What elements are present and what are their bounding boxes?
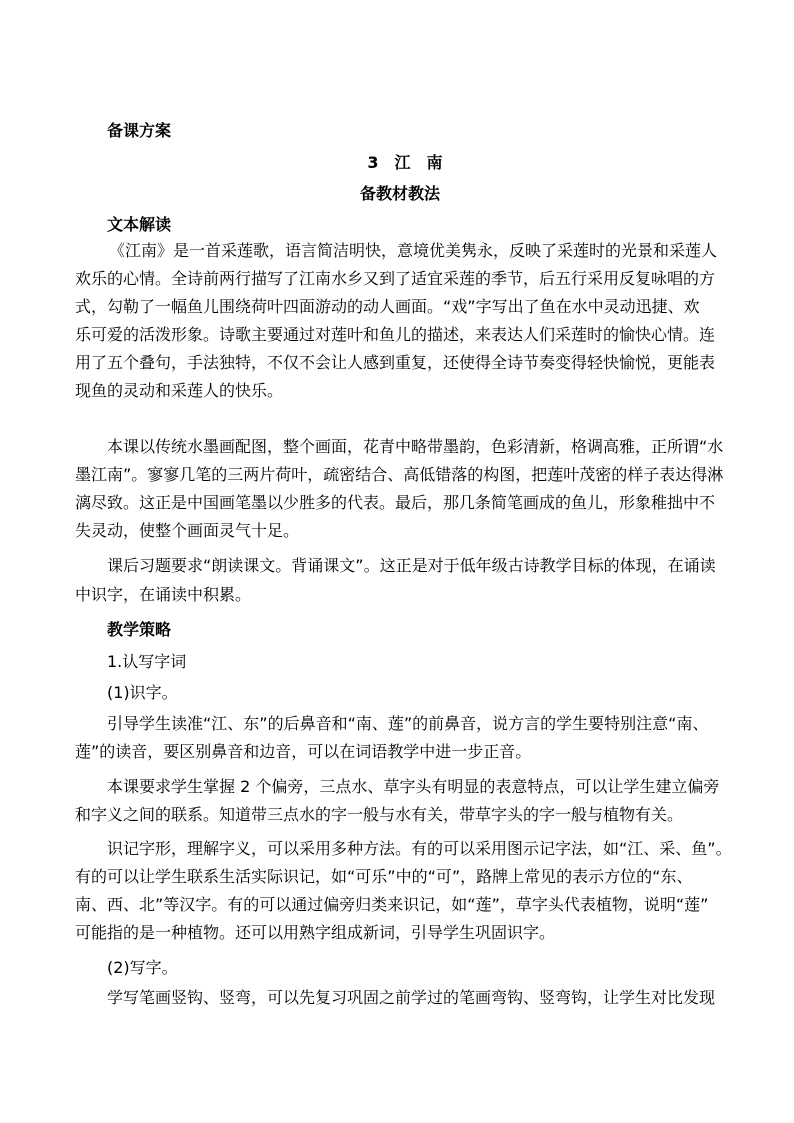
p6-line: 有的可以让学生联系生活实际识记，如“可乐”中的“可”，路牌上常见的表示方位的“东、 xyxy=(75,867,693,886)
p1-line: 乐可爱的活泼形象。诗歌主要通过对莲叶和鱼儿的描述，来表达人们采莲时的愉快心情。连 xyxy=(75,325,716,344)
p5-line: 本课要求学生掌握 2 个偏旁，三点水、草字头有明显的表意特点，可以让学生建立偏旁 xyxy=(107,777,720,796)
p6-line: 南、西、北”等汉字。有的可以通过偏旁归类来识记，如“莲”，草字头代表植物，说明“莲” xyxy=(75,895,709,914)
p4-line: 莲”的读音，要区别鼻音和边音，可以在词语教学中进一步正音。 xyxy=(75,742,532,761)
subheading-literacy: (1)识字。 xyxy=(107,683,178,702)
p1-line: 用了五个叠句，手法独特，不仅不会让人感到重复，还使得全诗节奏变得轻快愉悦，更能表 xyxy=(75,353,716,372)
subheading-words: 1.认写字词 xyxy=(107,652,187,671)
subheading-writing: (2)写字。 xyxy=(107,958,178,977)
heading-teaching-strategy: 教学策略 xyxy=(107,620,172,639)
p1-line: 《江南》是一首采莲歌，语言简洁明快，意境优美隽永，反映了采莲时的光景和采莲人 xyxy=(109,241,718,260)
p4-line: 引导学生读准“江、东”的后鼻音和“南、莲”的前鼻音，说方言的学生要特别注意“南、 xyxy=(107,714,709,733)
p3-line: 课后习题要求“朗读课文。背诵课文”。这正是对于低年级古诗教学目标的体现，在诵读 xyxy=(107,556,716,575)
lesson-title: 3 江 南 xyxy=(367,153,443,172)
p2-line: 墨江南”。寥寥几笔的三两片荷叶，疏密结合、高低错落的构图，把莲叶茂密的样子表达得淋 xyxy=(75,465,724,484)
p7-line: 学写笔画竖钩、竖弯，可以先复习巩固之前学过的笔画弯钩、竖弯钩，让学生对比发现 xyxy=(107,988,716,1007)
p2-line: 失灵动，使整个画面灵气十足。 xyxy=(75,521,300,540)
p2-line: 本课以传统水墨画配图，整个画面，花青中略带墨韵，色彩清新，格调高雅，正所谓“水 xyxy=(107,437,724,456)
doc-header: 备课方案 xyxy=(107,121,172,140)
p6-line: 识记字形，理解字义，可以采用多种方法。有的可以采用图示记字法，如“江、采、鱼”。 xyxy=(107,839,732,858)
p1-line: 现鱼的灵动和采莲人的快乐。 xyxy=(75,381,284,400)
p1-line: 式，勾勒了一幅鱼儿围绕荷叶四面游动的动人画面。“戏”字写出了鱼在水中灵动迅捷、欢 xyxy=(75,297,700,316)
section-title: 备教材教法 xyxy=(360,184,441,203)
p2-line: 漓尽致。这正是中国画笔墨以少胜多的代表。最后，那几条简笔画成的鱼儿，形象稚拙中不 xyxy=(75,493,716,512)
p6-line: 可能指的是一种植物。还可以用熟字组成新词，引导学生巩固识字。 xyxy=(75,923,556,942)
p1-line: 欢乐的心情。全诗前两行描写了江南水乡又到了适宜采莲的季节，后五行采用反复咏唱的方 xyxy=(75,269,716,288)
heading-text-reading: 文本解读 xyxy=(107,215,172,234)
p5-line: 和字义之间的联系。知道带三点水的字一般与水有关，带草字头的字一般与植物有关。 xyxy=(75,805,684,824)
p3-line: 中识字，在诵读中积累。 xyxy=(75,585,252,604)
